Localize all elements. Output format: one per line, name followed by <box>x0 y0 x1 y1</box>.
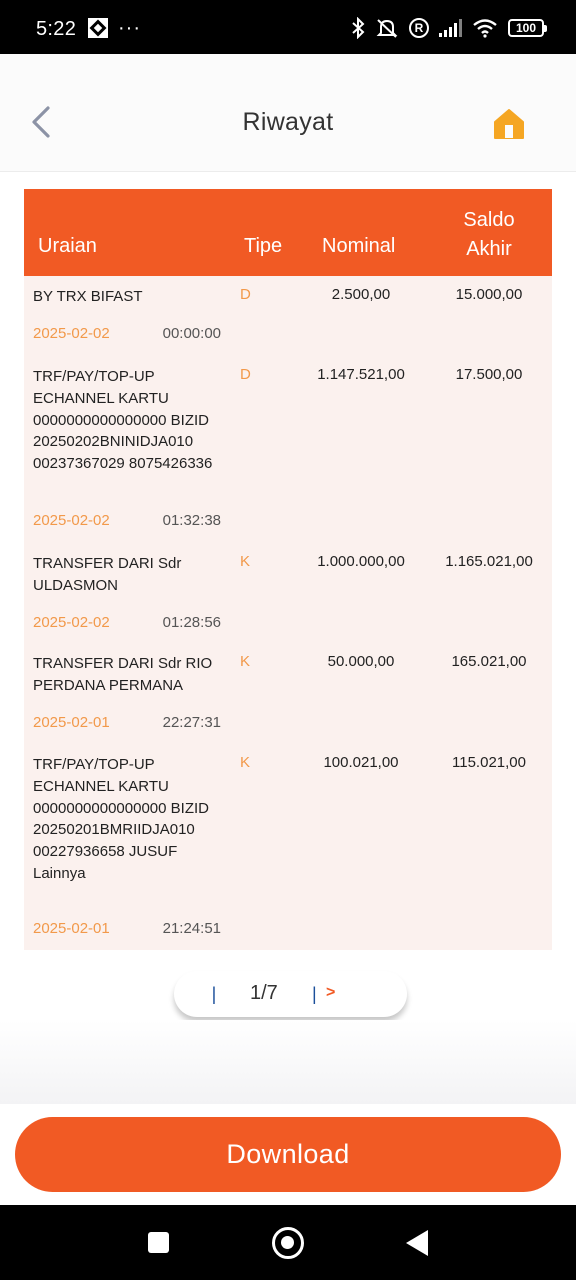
home-icon <box>492 107 526 141</box>
table-row[interactable] <box>24 276 552 356</box>
row-time: 01:32:38 <box>162 512 221 529</box>
app-notification-icon <box>88 18 108 38</box>
row-nominal: 50.000,00 <box>327 653 395 670</box>
pagination <box>174 971 407 1017</box>
download-button[interactable]: Download <box>15 1117 561 1192</box>
battery-icon: 100 <box>508 19 544 37</box>
row-time: 22:27:31 <box>162 714 221 731</box>
row-saldo: 115.021,00 <box>452 754 526 771</box>
row-time: 21:24:51 <box>162 920 221 937</box>
system-nav-bar <box>0 1205 576 1280</box>
row-nominal: 100.021,00 <box>323 754 399 771</box>
next-page-button[interactable]: > <box>326 984 336 1001</box>
signal-icon <box>439 19 462 37</box>
row-saldo: 165.021,00 <box>451 653 527 670</box>
mute-icon <box>375 17 399 39</box>
column-header-uraian: Uraian <box>38 235 97 257</box>
status-bar <box>0 0 576 54</box>
status-left-icons <box>88 18 141 38</box>
page-indicator: 1/7 <box>250 982 278 1004</box>
home-button[interactable] <box>492 107 526 141</box>
first-page-button[interactable]: | <box>211 984 217 1004</box>
home-circle-icon[interactable] <box>272 1227 304 1259</box>
column-header-saldo-akhir <box>458 206 520 264</box>
row-description: TRANSFER DARI Sdr RIO PERDANA PERMANA <box>33 655 213 694</box>
column-header-tipe: Tipe <box>244 235 283 257</box>
page-title: Riwayat <box>242 108 334 136</box>
row-saldo: 15.000,00 <box>455 286 523 303</box>
row-time: 01:28:56 <box>162 614 221 631</box>
row-type: D <box>240 286 251 303</box>
row-description: TRF/PAY/TOP-UP ECHANNEL KARTU 0000000000000000 BIZID 20250201BMRIIDJA010 00227936658 JUSUF Lainnya <box>33 756 209 882</box>
row-time: 00:00:00 <box>162 325 221 342</box>
row-description: BY TRX BIFAST <box>33 288 143 305</box>
row-date: 2025-02-02 <box>33 614 110 631</box>
status-right-icons <box>351 17 544 39</box>
wifi-icon <box>472 18 498 38</box>
bluetooth-icon <box>351 17 365 39</box>
row-nominal: 1.147.521,00 <box>317 366 405 383</box>
table-row[interactable] <box>24 543 552 643</box>
row-description: TRF/PAY/TOP-UP ECHANNEL KARTU 0000000000000000 BIZID 20250202BNINIDJA010 00237367029 8075426336 <box>33 368 213 473</box>
column-header-nominal: Nominal <box>322 235 396 257</box>
column-header-saldo-line1: Saldo <box>463 209 515 231</box>
row-date: 2025-02-01 <box>33 920 110 937</box>
row-type: K <box>240 653 251 670</box>
row-nominal: 2.500,00 <box>331 286 391 303</box>
row-saldo: 1.165.021,00 <box>445 553 533 570</box>
row-date: 2025-02-01 <box>33 714 110 731</box>
transaction-table <box>24 189 552 950</box>
row-type: K <box>240 553 251 570</box>
download-area <box>0 1104 576 1205</box>
row-type: D <box>240 366 251 383</box>
pagination-separator: | <box>312 984 317 1004</box>
recent-apps-icon[interactable] <box>148 1232 169 1253</box>
app-header <box>0 54 576 172</box>
row-date: 2025-02-02 <box>33 512 110 529</box>
table-header <box>24 189 552 276</box>
row-saldo: 17.500,00 <box>455 366 523 383</box>
table-row[interactable] <box>24 356 552 543</box>
table-body <box>24 276 552 950</box>
back-triangle-icon[interactable] <box>406 1230 428 1256</box>
table-row[interactable] <box>24 744 552 950</box>
more-notifications-icon: ··· <box>118 17 141 39</box>
row-description: TRANSFER DARI Sdr ULDASMON <box>33 555 182 594</box>
row-date: 2025-02-02 <box>33 325 110 342</box>
table-row[interactable] <box>24 643 552 744</box>
column-header-saldo-line2: Akhir <box>466 238 512 260</box>
row-nominal: 1.000.000,00 <box>317 553 405 570</box>
registered-icon: R <box>409 18 429 38</box>
bottom-fade <box>0 1020 576 1104</box>
status-time: 5:22 <box>36 18 77 40</box>
row-type: K <box>240 754 251 771</box>
